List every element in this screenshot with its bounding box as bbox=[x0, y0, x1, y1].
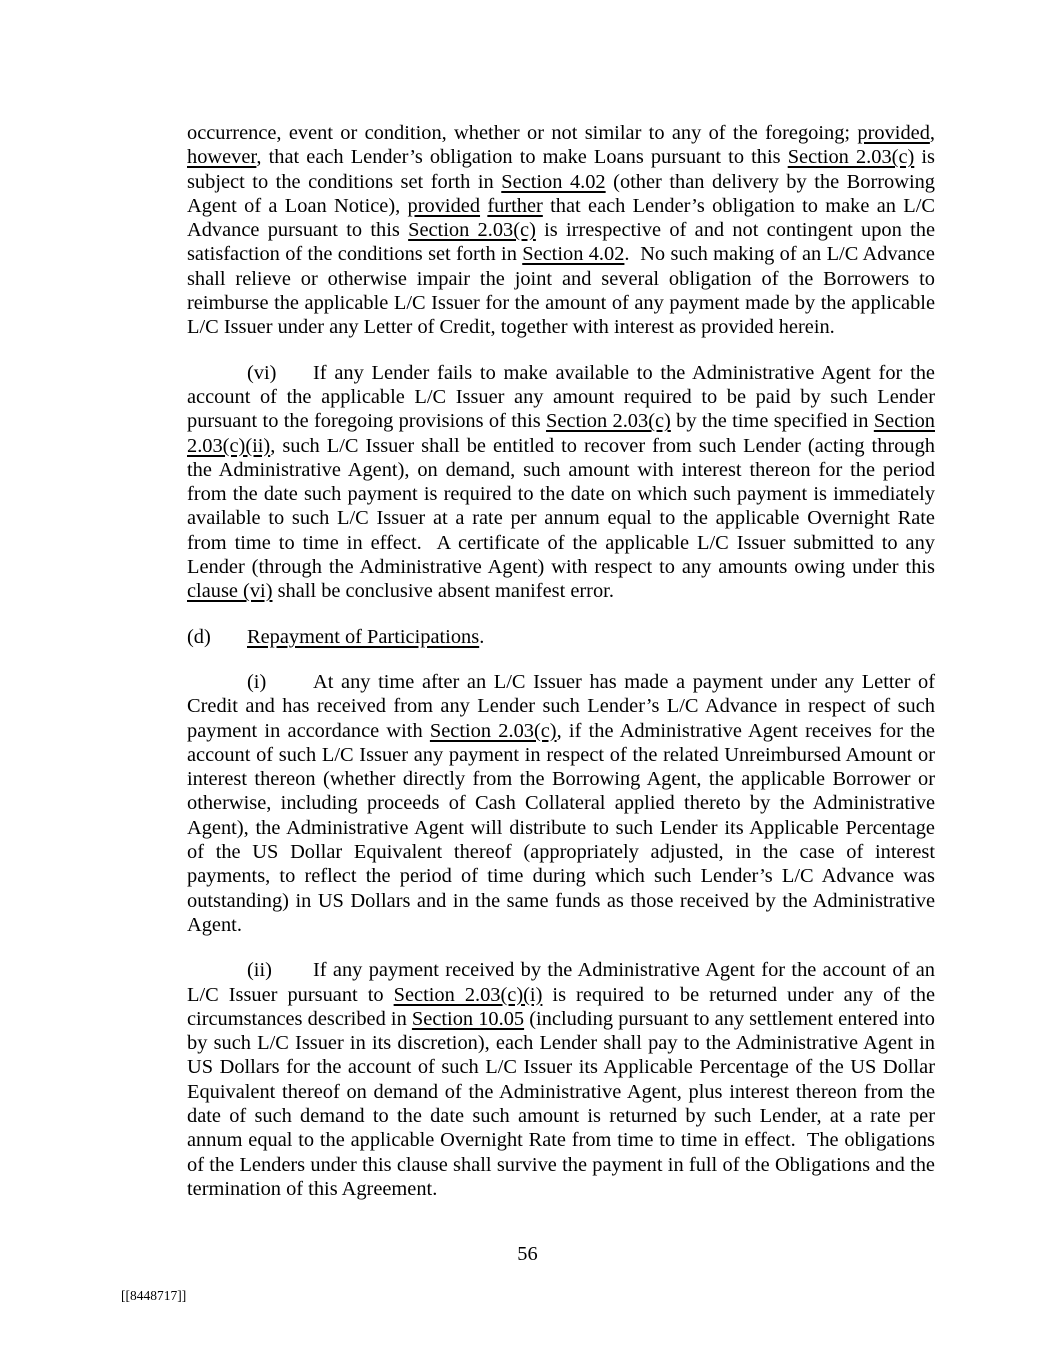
underlined-text: Section 2.03(c) bbox=[546, 410, 671, 433]
underlined-text: clause (vi) bbox=[187, 580, 273, 603]
body-text: If any Lender fails to make available to the Administrative Agent for the account of the applicable L/C Issuer any amount required to be paid by such Lender pursuant to the foregoing provisions of this bbox=[187, 361, 935, 433]
body-text: (other than delivery by the Borrowing Agent of a Loan Notice), bbox=[187, 170, 935, 217]
body-text: shall be conclusive absent manifest error. bbox=[272, 580, 614, 603]
paragraph-d-heading bbox=[187, 625, 935, 649]
paragraph-i bbox=[187, 670, 935, 937]
body-text: is irrespective of and not contingent upon the satisfaction of the conditions set forth in bbox=[187, 219, 935, 266]
underlined-text: Section 2.03(c)(i) bbox=[393, 983, 543, 1006]
underlined-text: however bbox=[187, 146, 257, 169]
underlined-text: Section 2.03(c) bbox=[787, 146, 915, 169]
paragraph-continuation bbox=[187, 121, 935, 340]
body-text: At any time after an L/C Issuer has made a payment under any Letter of Credit and has received from any Lender such Lender’s L/C Advance in respect of such payment in accordance with bbox=[187, 670, 935, 742]
paragraph-label: (i) bbox=[247, 670, 267, 693]
body-text: , if the Administrative Agent receives for the account of such L/C Issuer any payment in respect of the related Unreimbursed Amount or interest thereon (whether directly from the Borrowing Agent, the applicable Borrower or otherwise, including proceeds of Cash Collateral applied thereto by the Administrative Agent), the Administrative Agent will distribute to such Lender its Applicable Percentage of the US Dollar Equivalent thereof (appropriately adjusted, in the case of interest payments, to reflect the period of time during which such Lender’s L/C Advance was outstanding) in US Dollars and in the same funds as those received by the Administrative Agent. bbox=[187, 719, 935, 936]
document-id-stamp: [[8448717]] bbox=[121, 1288, 187, 1303]
paragraph-ii bbox=[187, 958, 935, 1201]
underlined-text: Section 2.03(c) bbox=[429, 719, 557, 742]
body-text: . bbox=[479, 625, 485, 648]
body-text: is required to be returned under any of the circumstances described in bbox=[187, 983, 935, 1030]
underlined-text: Section 10.05 bbox=[411, 1007, 525, 1030]
underlined-text: Section 4.02 bbox=[501, 170, 606, 193]
body-text: , such L/C Issuer shall be entitled to recover from such Lender (acting through the Administrative Agent), on demand, such amount with interest thereon for the period from the date such payment is required to the date on which such payment is immediately available to such L/C Issuer at a rate per annum equal to the applicable Overnight Rate from time to time in effect. A certificate of the applicable L/C Issuer submitted to any Lender (through the Administrative Agent) with respect to any amounts owing under this bbox=[187, 434, 935, 579]
paragraph-label: (ii) bbox=[247, 959, 272, 982]
paragraph-label: (vi) bbox=[247, 361, 277, 384]
paragraph-vi bbox=[187, 361, 935, 604]
body-text: If any payment received by the Administrative Agent for the account of an L/C Issuer pursuant to bbox=[187, 959, 935, 1006]
underlined-text: provided bbox=[407, 194, 481, 217]
underlined-text: Section 4.02 bbox=[522, 243, 625, 266]
body-text: , that each Lender’s obligation to make Loans pursuant to this bbox=[256, 146, 788, 169]
underlined-text: Repayment of Participations bbox=[247, 625, 480, 648]
underlined-text: Section 2.03(c) bbox=[408, 219, 536, 242]
body-text: is subject to the conditions set forth in bbox=[187, 146, 935, 193]
body-text: occurrence, event or condition, whether or not similar to any of the foregoing; bbox=[187, 122, 858, 144]
body-text: by the time specified in bbox=[670, 410, 874, 433]
body-text: (including pursuant to any settlement entered into by such L/C Issuer in its discretion), each Lender shall pay to the Administrative Agent in US Dollars for the account of such L/C Issuer its Applicable Percentage of the US Dollar Equivalent thereof on demand of the Administrative Agent, plus interest thereon from the date of such demand to the date such amount is returned by such Lender, at a rate per annum equal to the applicable Overnight Rate from time to time in effect. The obligations of the Lenders under this clause shall survive the payment in full of the Obligations and the termination of this Agreement. bbox=[187, 1007, 935, 1200]
paragraph-label: (d) bbox=[187, 625, 211, 648]
underlined-text: Section 2.03(c)(ii) bbox=[187, 410, 935, 457]
underlined-text: provided bbox=[857, 122, 930, 144]
body-text: , bbox=[929, 122, 935, 144]
page-number: 56 bbox=[517, 1243, 538, 1265]
underlined-text: further bbox=[487, 194, 543, 217]
body-text: that each Lender’s obligation to make an L/C Advance pursuant to this bbox=[187, 194, 935, 242]
body-text: . No such making of an L/C Advance shall relieve or otherwise impair the joint and several obligation of the Borrowers to reimburse the applicable L/C Issuer for the amount of any payment made by the applicable L/C Issuer under any Letter of Credit, together with interest as provided herein. bbox=[187, 243, 935, 339]
document-content bbox=[187, 121, 935, 1222]
